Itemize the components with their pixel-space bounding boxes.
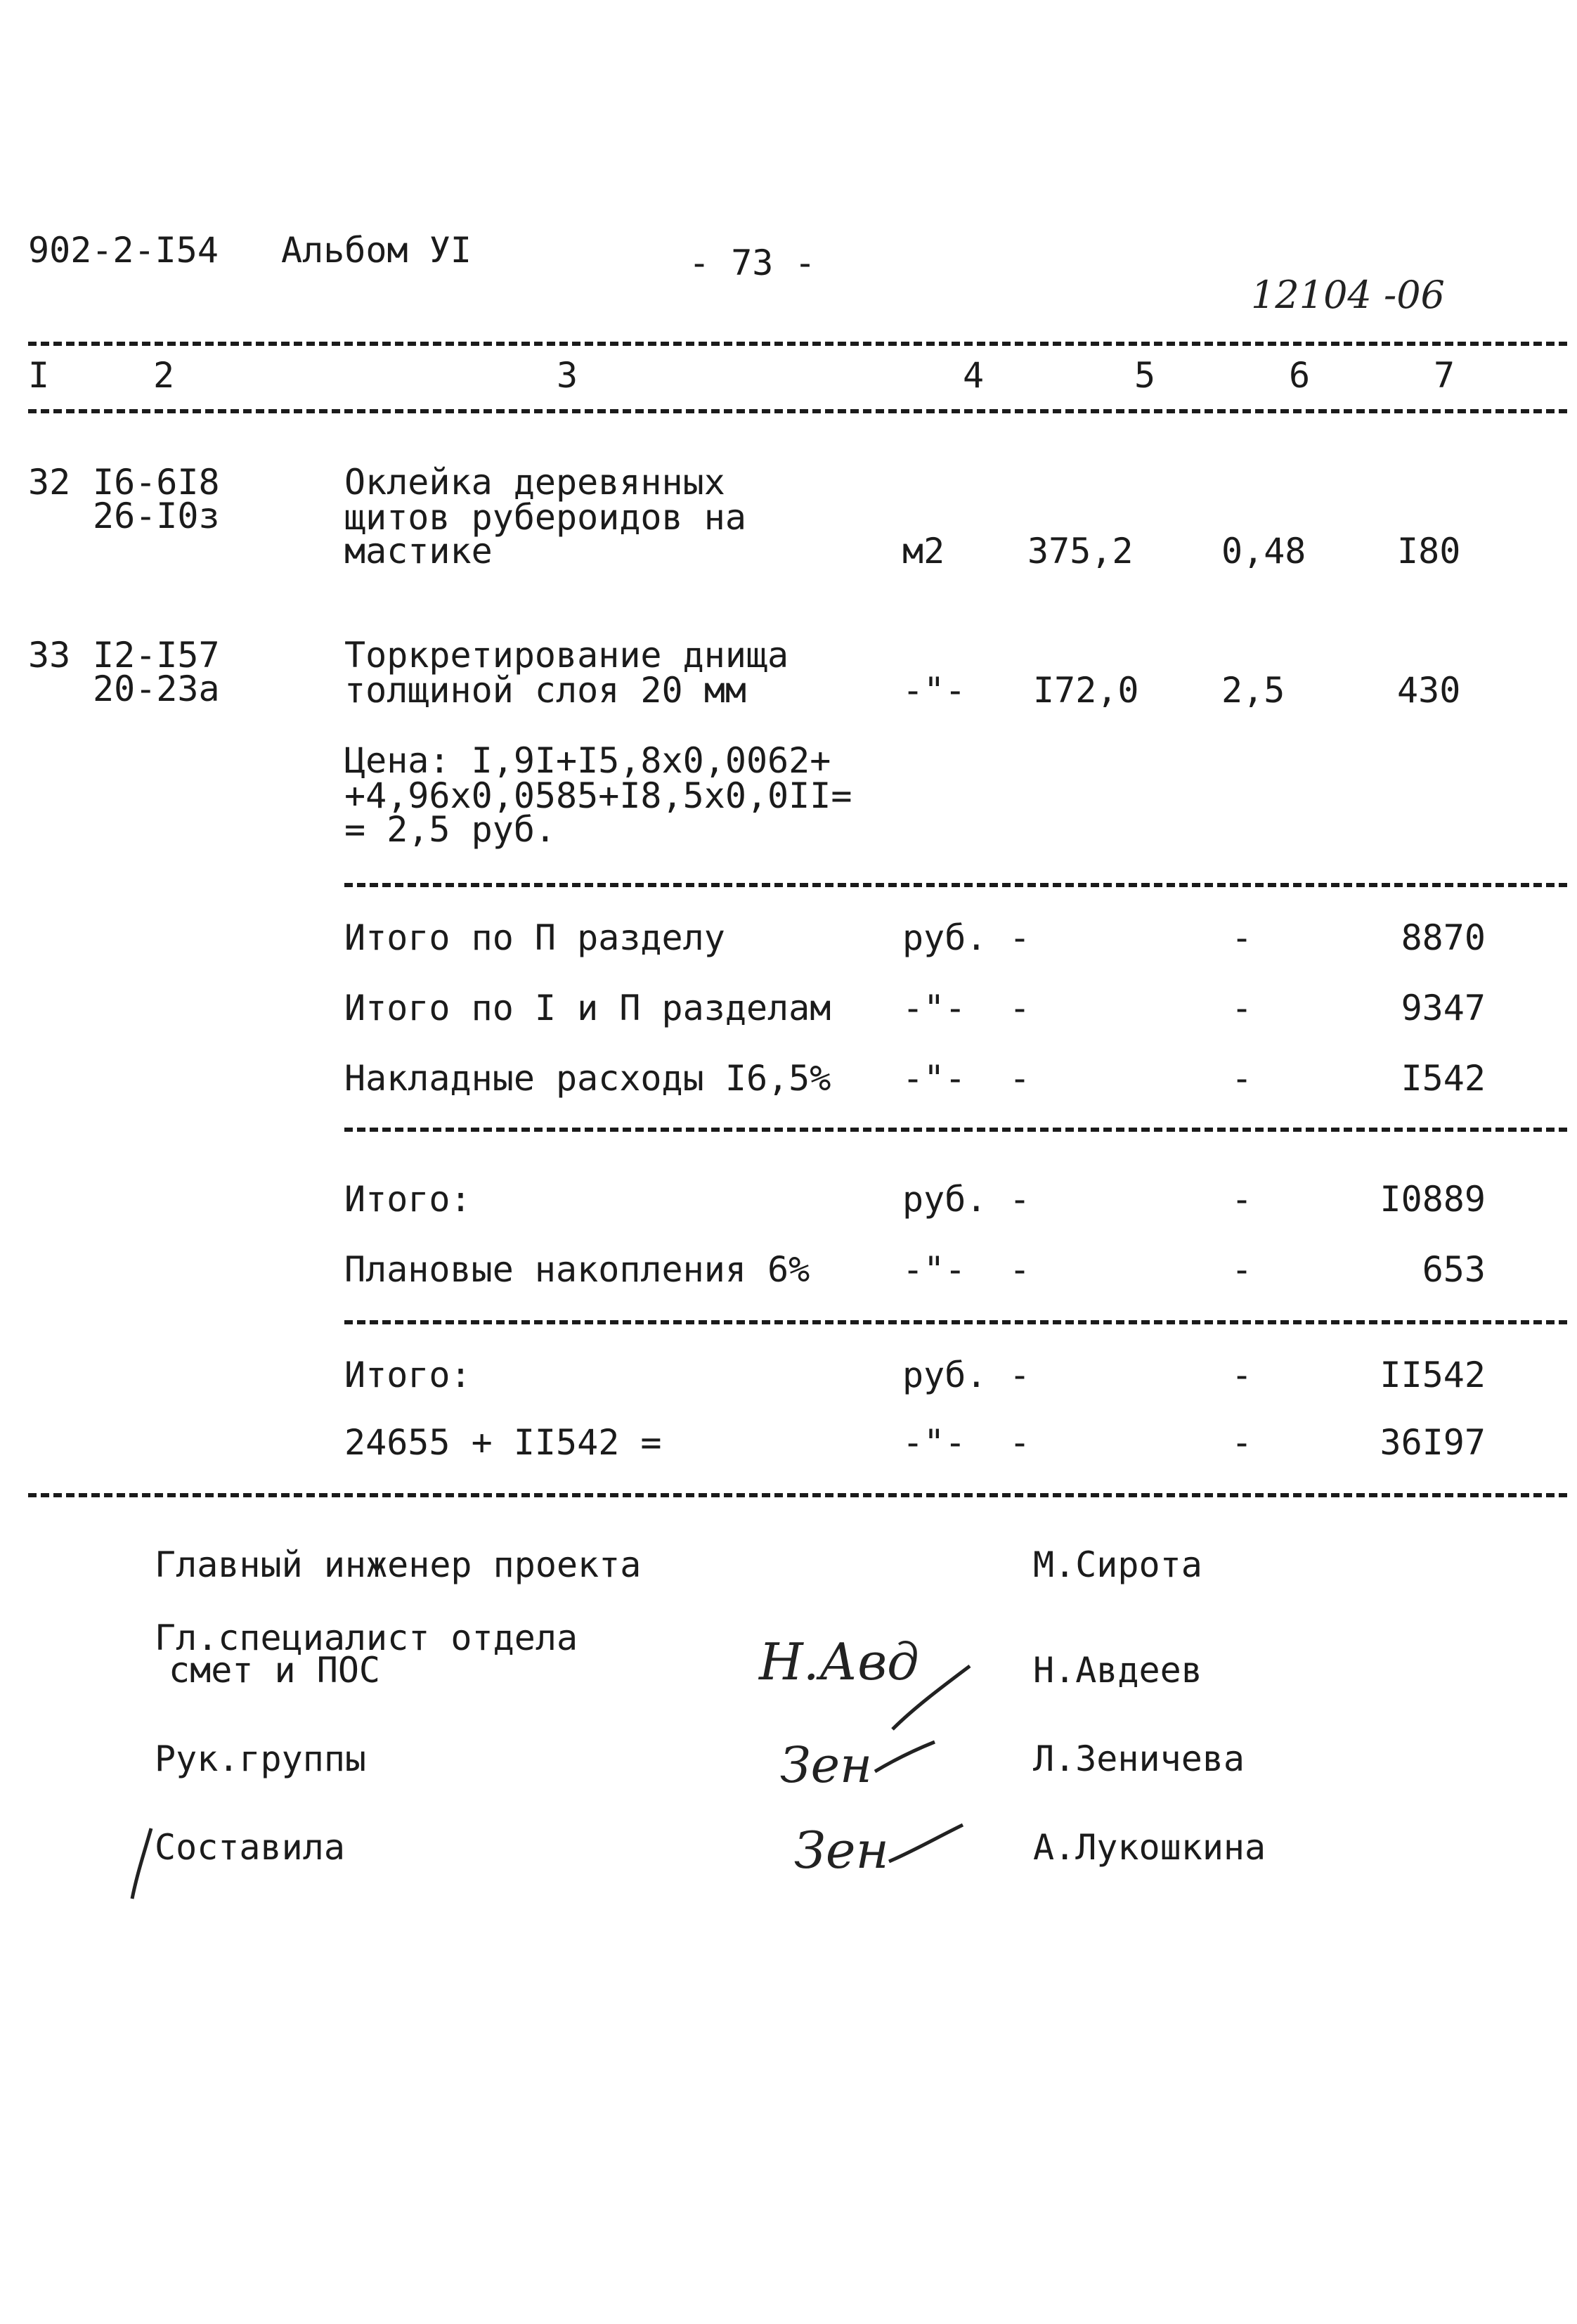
summary-label: Плановые накопления 6%: [344, 1249, 810, 1290]
row-description: толщиной слоя 20 мм: [344, 670, 746, 711]
section-rule: [344, 1320, 1567, 1324]
row-unit: м2: [902, 531, 945, 572]
summary-label: Итого по I и П разделам: [344, 988, 831, 1028]
summary-col5: -: [1009, 1422, 1031, 1463]
price-note: Цена: I,9I+I5,8x0,0062+: [344, 740, 831, 781]
summary-label: Итого по П разделу: [344, 917, 725, 958]
column-header-4: 4: [963, 355, 985, 396]
summary-col5: -: [1009, 1249, 1031, 1290]
row-total: 430: [1397, 670, 1461, 711]
column-header-7: 7: [1434, 355, 1455, 396]
row-unit: -"-: [902, 670, 966, 711]
summary-unit: -"-: [902, 1422, 966, 1463]
summary-unit: руб.: [902, 1355, 987, 1395]
row-code: 26-I0з: [93, 496, 220, 536]
summary-label: Накладные расходы I6,5%: [344, 1058, 831, 1099]
specialist-name: Н.Авдеев: [1033, 1650, 1202, 1691]
summary-label: Итого:: [344, 1355, 472, 1395]
row-description: Оклейка деревянных: [344, 462, 725, 503]
signature-flourish: [885, 1659, 984, 1736]
table-bottom-rule: [28, 1493, 1567, 1497]
summary-col6: -: [1231, 1355, 1253, 1395]
group-head-name: Л.Зеничева: [1033, 1738, 1245, 1779]
summary-label: 24655 + II542 =: [344, 1422, 662, 1463]
specialist-title: смет и ПОС: [169, 1650, 381, 1691]
row-description: мастике: [344, 531, 493, 572]
summary-unit: руб.: [902, 1179, 987, 1220]
column-header-5: 5: [1134, 355, 1156, 396]
summary-label: Итого:: [344, 1179, 472, 1220]
handwritten-signature: Н.Авд: [759, 1632, 919, 1691]
signature-flourish: [871, 1736, 942, 1778]
summary-col6: -: [1231, 1058, 1253, 1099]
chief-engineer-name: М.Сирота: [1033, 1544, 1202, 1585]
handwritten-signature: Зен: [780, 1736, 873, 1794]
page-number: - 73 -: [689, 243, 816, 283]
section-rule: [344, 883, 1567, 887]
column-header-3: 3: [557, 355, 578, 396]
summary-col6: -: [1231, 988, 1253, 1028]
row-price: 0,48: [1221, 531, 1306, 572]
summary-col5: -: [1009, 917, 1031, 958]
price-note: +4,96x0,0585+I8,5x0,0II=: [344, 775, 852, 816]
row-number: 32: [28, 462, 71, 503]
row-total: I80: [1397, 531, 1461, 572]
row-description: Торкретирование днища: [344, 635, 789, 676]
section-rule: [344, 1128, 1567, 1132]
row-number: 33: [28, 635, 71, 676]
summary-col5: -: [1009, 1179, 1031, 1220]
row-quantity: 375,2: [1027, 531, 1134, 572]
summary-unit: -"-: [902, 1058, 966, 1099]
row-code: 20-23а: [93, 669, 220, 709]
compiler-title: Составила: [155, 1827, 345, 1868]
summary-col5: -: [1009, 1355, 1031, 1395]
summary-total: 9347: [1401, 988, 1486, 1028]
summary-col6: -: [1231, 1179, 1253, 1220]
chief-engineer-title: Главный инженер проекта: [155, 1544, 642, 1585]
handwritten-signature: Зен: [794, 1821, 889, 1880]
column-header-6: 6: [1289, 355, 1311, 396]
compiler-name: А.Лукошкина: [1033, 1827, 1266, 1868]
summary-total: 8870: [1401, 917, 1486, 958]
summary-unit: -"-: [902, 988, 966, 1028]
specialist-title: Гл.специалист отдела: [155, 1618, 578, 1658]
price-note: = 2,5 руб.: [344, 809, 557, 850]
summary-unit: -"-: [902, 1249, 966, 1290]
summary-col6: -: [1231, 1249, 1253, 1290]
summary-total: 36I97: [1380, 1422, 1486, 1463]
column-header-2: 2: [153, 355, 175, 396]
header-bottom-rule: [28, 409, 1567, 413]
summary-unit: руб.: [902, 917, 987, 958]
album-label: Альбом УI: [281, 230, 472, 271]
summary-col6: -: [1231, 917, 1253, 958]
row-price: 2,5: [1221, 670, 1285, 711]
document-code: 902-2-I54: [28, 230, 219, 271]
summary-total: I542: [1401, 1058, 1486, 1099]
summary-total: II542: [1380, 1355, 1486, 1395]
summary-total: 653: [1422, 1249, 1486, 1290]
summary-col5: -: [1009, 1058, 1031, 1099]
summary-col6: -: [1231, 1422, 1253, 1463]
row-code: I2-I57: [93, 635, 220, 676]
margin-mark: [126, 1825, 155, 1902]
table-top-rule: [28, 342, 1567, 346]
column-header-1: I: [28, 355, 50, 396]
group-head-title: Рук.группы: [155, 1738, 367, 1779]
handwritten-reference: 12104 -06: [1251, 273, 1445, 317]
row-quantity: I72,0: [1033, 670, 1139, 711]
summary-total: I0889: [1380, 1179, 1486, 1220]
row-code: I6-6I8: [93, 462, 220, 503]
signature-flourish: [885, 1819, 970, 1868]
row-description: щитов рубероидов на: [344, 497, 746, 538]
summary-col5: -: [1009, 988, 1031, 1028]
